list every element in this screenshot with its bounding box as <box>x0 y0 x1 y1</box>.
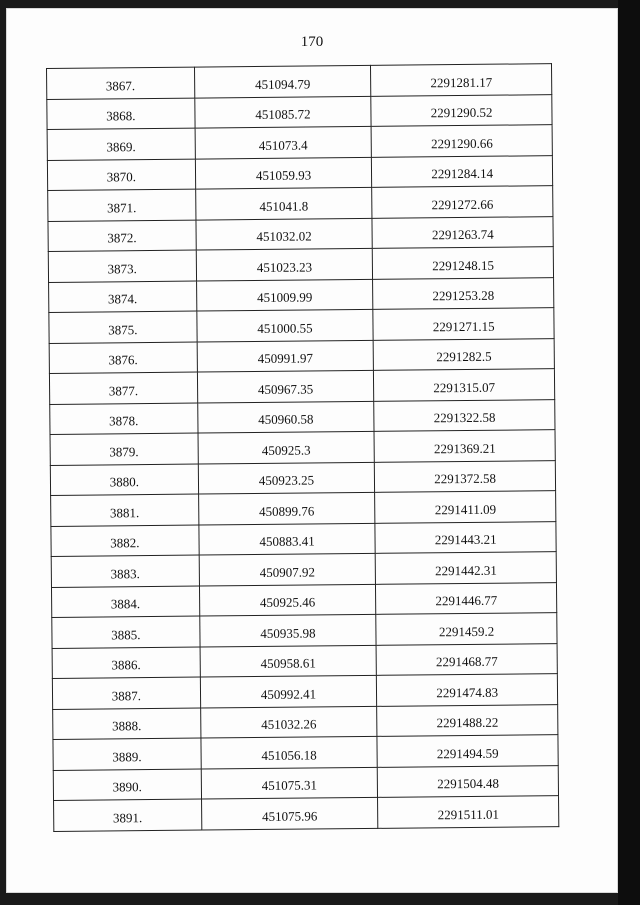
cell-text: 450935.98 <box>260 625 316 641</box>
cell-text: 2291290.66 <box>430 135 493 152</box>
point-number-cell <box>53 738 201 770</box>
x-coordinate-cell <box>197 401 374 433</box>
x-coordinate-cell <box>201 736 378 768</box>
y-coordinate-cell <box>376 582 557 614</box>
cell-text: 451009.99 <box>257 289 313 306</box>
point-number-cell <box>50 464 198 496</box>
point-number-cell <box>52 616 200 648</box>
x-coordinate-cell <box>200 706 377 738</box>
cell-text: 3883. <box>110 565 140 582</box>
cell-text: 451094.79 <box>254 76 311 92</box>
x-coordinate-cell <box>201 767 378 799</box>
x-coordinate-cell <box>198 462 375 494</box>
cell-text: 3886. <box>111 657 141 673</box>
y-coordinate-cell <box>375 460 556 492</box>
cell-text: 2291315.07 <box>433 379 496 396</box>
coordinate-table <box>46 63 559 831</box>
page-number: 170 <box>300 34 324 50</box>
point-number-cell <box>48 189 196 221</box>
point-number-cell <box>53 708 201 740</box>
y-coordinate-cell <box>373 338 554 370</box>
cell-text: 451032.02 <box>256 228 312 245</box>
cell-text: 2291511.01 <box>437 806 500 823</box>
table-row <box>49 369 554 404</box>
table-row <box>47 94 552 129</box>
cell-text: 2291442.31 <box>435 562 497 579</box>
cell-text: 2291290.52 <box>430 104 493 121</box>
cell-text: 3878. <box>109 413 139 429</box>
point-number-cell <box>47 128 195 160</box>
y-coordinate-cell <box>372 216 553 248</box>
point-number-cell <box>49 342 197 374</box>
y-coordinate-cell <box>376 613 557 645</box>
cell-text: 450925.3 <box>261 442 311 458</box>
y-coordinate-cell <box>371 125 552 157</box>
cell-text: 3884. <box>110 596 141 612</box>
table-row <box>50 460 555 495</box>
x-coordinate-cell <box>197 309 374 341</box>
table-row <box>52 674 557 709</box>
point-number-cell <box>47 159 195 191</box>
y-coordinate-cell <box>377 674 558 706</box>
point-number-cell <box>49 311 197 343</box>
point-number-cell <box>47 98 195 130</box>
table-row <box>50 430 555 465</box>
point-number-cell <box>50 433 198 465</box>
y-coordinate-cell <box>378 796 559 828</box>
x-coordinate-cell <box>199 553 376 585</box>
cell-text: 2291271.15 <box>432 318 495 335</box>
x-coordinate-cell <box>196 248 373 280</box>
table-row <box>49 338 554 373</box>
cell-text: 450883.41 <box>259 533 315 550</box>
cell-text: 3868. <box>106 108 136 124</box>
cell-text: 2291284.14 <box>431 165 494 182</box>
cell-text: 451075.96 <box>261 808 318 824</box>
point-number-cell <box>51 555 199 587</box>
cell-text: 450925.46 <box>259 594 316 611</box>
cell-text: 2291281.17 <box>430 74 493 91</box>
table-row <box>47 155 552 190</box>
table-row <box>48 247 553 282</box>
cell-text: 3890. <box>112 779 142 795</box>
x-coordinate-cell <box>200 675 377 707</box>
scan-edge <box>618 0 640 905</box>
point-number-cell <box>51 586 199 618</box>
cell-text: 2291468.77 <box>435 653 498 670</box>
cell-text: 2291411.09 <box>434 501 497 518</box>
cell-text: 2291248.15 <box>432 257 495 274</box>
x-coordinate-cell <box>201 797 378 829</box>
coordinate-table-wrapper <box>46 63 559 831</box>
x-coordinate-cell <box>200 645 377 677</box>
y-coordinate-cell <box>375 521 556 553</box>
table-row <box>52 613 557 648</box>
table-row <box>51 582 556 617</box>
point-number-cell <box>50 403 198 435</box>
cell-text: 451000.55 <box>257 320 313 336</box>
cell-text: 450992.41 <box>260 686 317 702</box>
cell-text: 450958.61 <box>260 655 316 672</box>
cell-text: 3870. <box>106 169 137 185</box>
cell-text: 2291488.22 <box>436 714 499 731</box>
cell-text: 451023.23 <box>256 259 313 275</box>
x-coordinate-cell <box>199 584 376 616</box>
point-number-cell <box>51 525 199 557</box>
point-number-cell <box>47 67 195 99</box>
x-coordinate-cell <box>196 279 373 311</box>
cell-text: 2291504.48 <box>437 775 499 792</box>
x-coordinate-cell <box>198 431 375 463</box>
cell-text: 2291446.77 <box>435 592 498 609</box>
x-coordinate-cell <box>195 157 372 189</box>
x-coordinate-cell <box>194 96 371 128</box>
cell-text: 451085.72 <box>255 106 311 123</box>
point-number-cell <box>48 250 196 282</box>
cell-text: 3875. <box>108 321 138 338</box>
y-coordinate-cell <box>374 369 555 401</box>
cell-text: 2291474.83 <box>436 684 499 701</box>
document-page <box>6 8 618 893</box>
x-coordinate-cell <box>194 65 371 97</box>
x-coordinate-cell <box>199 614 376 646</box>
cell-text: 3867. <box>105 77 136 94</box>
point-number-cell <box>52 677 200 709</box>
point-number-cell <box>49 281 197 313</box>
table-row <box>47 125 552 160</box>
y-coordinate-cell <box>377 735 558 767</box>
cell-text: 450923.25 <box>258 472 315 489</box>
y-coordinate-cell <box>375 491 556 523</box>
cell-text: 451075.31 <box>261 777 318 794</box>
point-number-cell <box>52 647 200 679</box>
cell-text: 2291253.28 <box>432 287 495 304</box>
table-body <box>47 64 559 831</box>
cell-text: 451056.18 <box>261 747 317 763</box>
cell-text: 3887. <box>111 687 142 704</box>
x-coordinate-cell <box>197 340 374 372</box>
y-coordinate-cell <box>373 277 554 309</box>
table-row <box>48 186 553 221</box>
cell-text: 3871. <box>106 199 137 216</box>
cell-text: 3882. <box>110 535 140 551</box>
y-coordinate-cell <box>373 308 554 340</box>
table-row <box>49 277 554 312</box>
cell-text: 3881. <box>109 504 140 521</box>
cell-text: 451032.26 <box>261 716 317 733</box>
table-row <box>48 216 553 251</box>
cell-text: 2291459.2 <box>438 623 495 640</box>
cell-text: 2291494.59 <box>436 745 499 762</box>
cell-text: 3872. <box>107 230 137 246</box>
cell-text: 2291443.21 <box>434 531 497 548</box>
cell-text: 450907.92 <box>259 564 316 580</box>
cell-text: 2291272.66 <box>431 196 494 213</box>
table-row <box>49 308 554 343</box>
point-number-cell <box>48 220 196 252</box>
y-coordinate-cell <box>372 155 553 187</box>
cell-text: 450899.76 <box>259 503 315 519</box>
table-row <box>53 704 558 739</box>
point-number-cell <box>51 494 199 526</box>
table-row <box>54 796 559 831</box>
x-coordinate-cell <box>199 523 376 555</box>
cell-text: 3874. <box>107 291 138 307</box>
y-coordinate-cell <box>375 552 556 584</box>
table-row <box>50 399 555 434</box>
table-row <box>53 765 558 800</box>
table-row <box>47 64 552 99</box>
cell-text: 3880. <box>109 474 140 490</box>
y-coordinate-cell <box>374 430 555 462</box>
table-row <box>53 735 558 770</box>
cell-text: 3873. <box>107 260 137 277</box>
x-coordinate-cell <box>198 492 375 524</box>
cell-text: 2291282.5 <box>436 348 492 365</box>
cell-text: 3869. <box>106 138 136 155</box>
y-coordinate-cell <box>377 704 558 736</box>
y-coordinate-cell <box>372 186 553 218</box>
cell-text: 450991.97 <box>257 350 313 367</box>
y-coordinate-cell <box>371 94 552 126</box>
cell-text: 3885. <box>111 626 141 643</box>
y-coordinate-cell <box>371 64 552 96</box>
cell-text: 2291322.58 <box>433 409 496 426</box>
table-row <box>51 521 556 556</box>
cell-text: 3888. <box>111 718 142 734</box>
point-number-cell <box>49 372 197 404</box>
x-coordinate-cell <box>196 218 373 250</box>
table-row <box>52 643 557 678</box>
cell-text: 3879. <box>109 443 139 460</box>
cell-text: 451073.4 <box>258 137 308 153</box>
cell-text: 450960.58 <box>258 411 314 428</box>
y-coordinate-cell <box>374 399 555 431</box>
table-row <box>51 491 556 526</box>
y-coordinate-cell <box>376 643 557 675</box>
y-coordinate-cell <box>378 765 559 797</box>
y-coordinate-cell <box>373 247 554 279</box>
cell-text: 451059.93 <box>255 167 312 184</box>
point-number-cell <box>54 799 202 831</box>
cell-text: 3876. <box>108 352 138 368</box>
cell-text: 3889. <box>112 748 142 765</box>
cell-text: 2291369.21 <box>433 440 496 457</box>
cell-text: 3891. <box>112 809 143 826</box>
x-coordinate-cell <box>195 187 372 219</box>
point-number-cell <box>53 769 201 801</box>
x-coordinate-cell <box>195 126 372 158</box>
x-coordinate-cell <box>197 370 374 402</box>
cell-text: 2291372.58 <box>434 470 497 487</box>
cell-text: 3877. <box>108 382 139 399</box>
cell-text: 450967.35 <box>257 381 314 397</box>
table-row <box>51 552 556 587</box>
cell-text: 2291263.74 <box>431 226 494 243</box>
cell-text: 451041.8 <box>259 198 309 214</box>
